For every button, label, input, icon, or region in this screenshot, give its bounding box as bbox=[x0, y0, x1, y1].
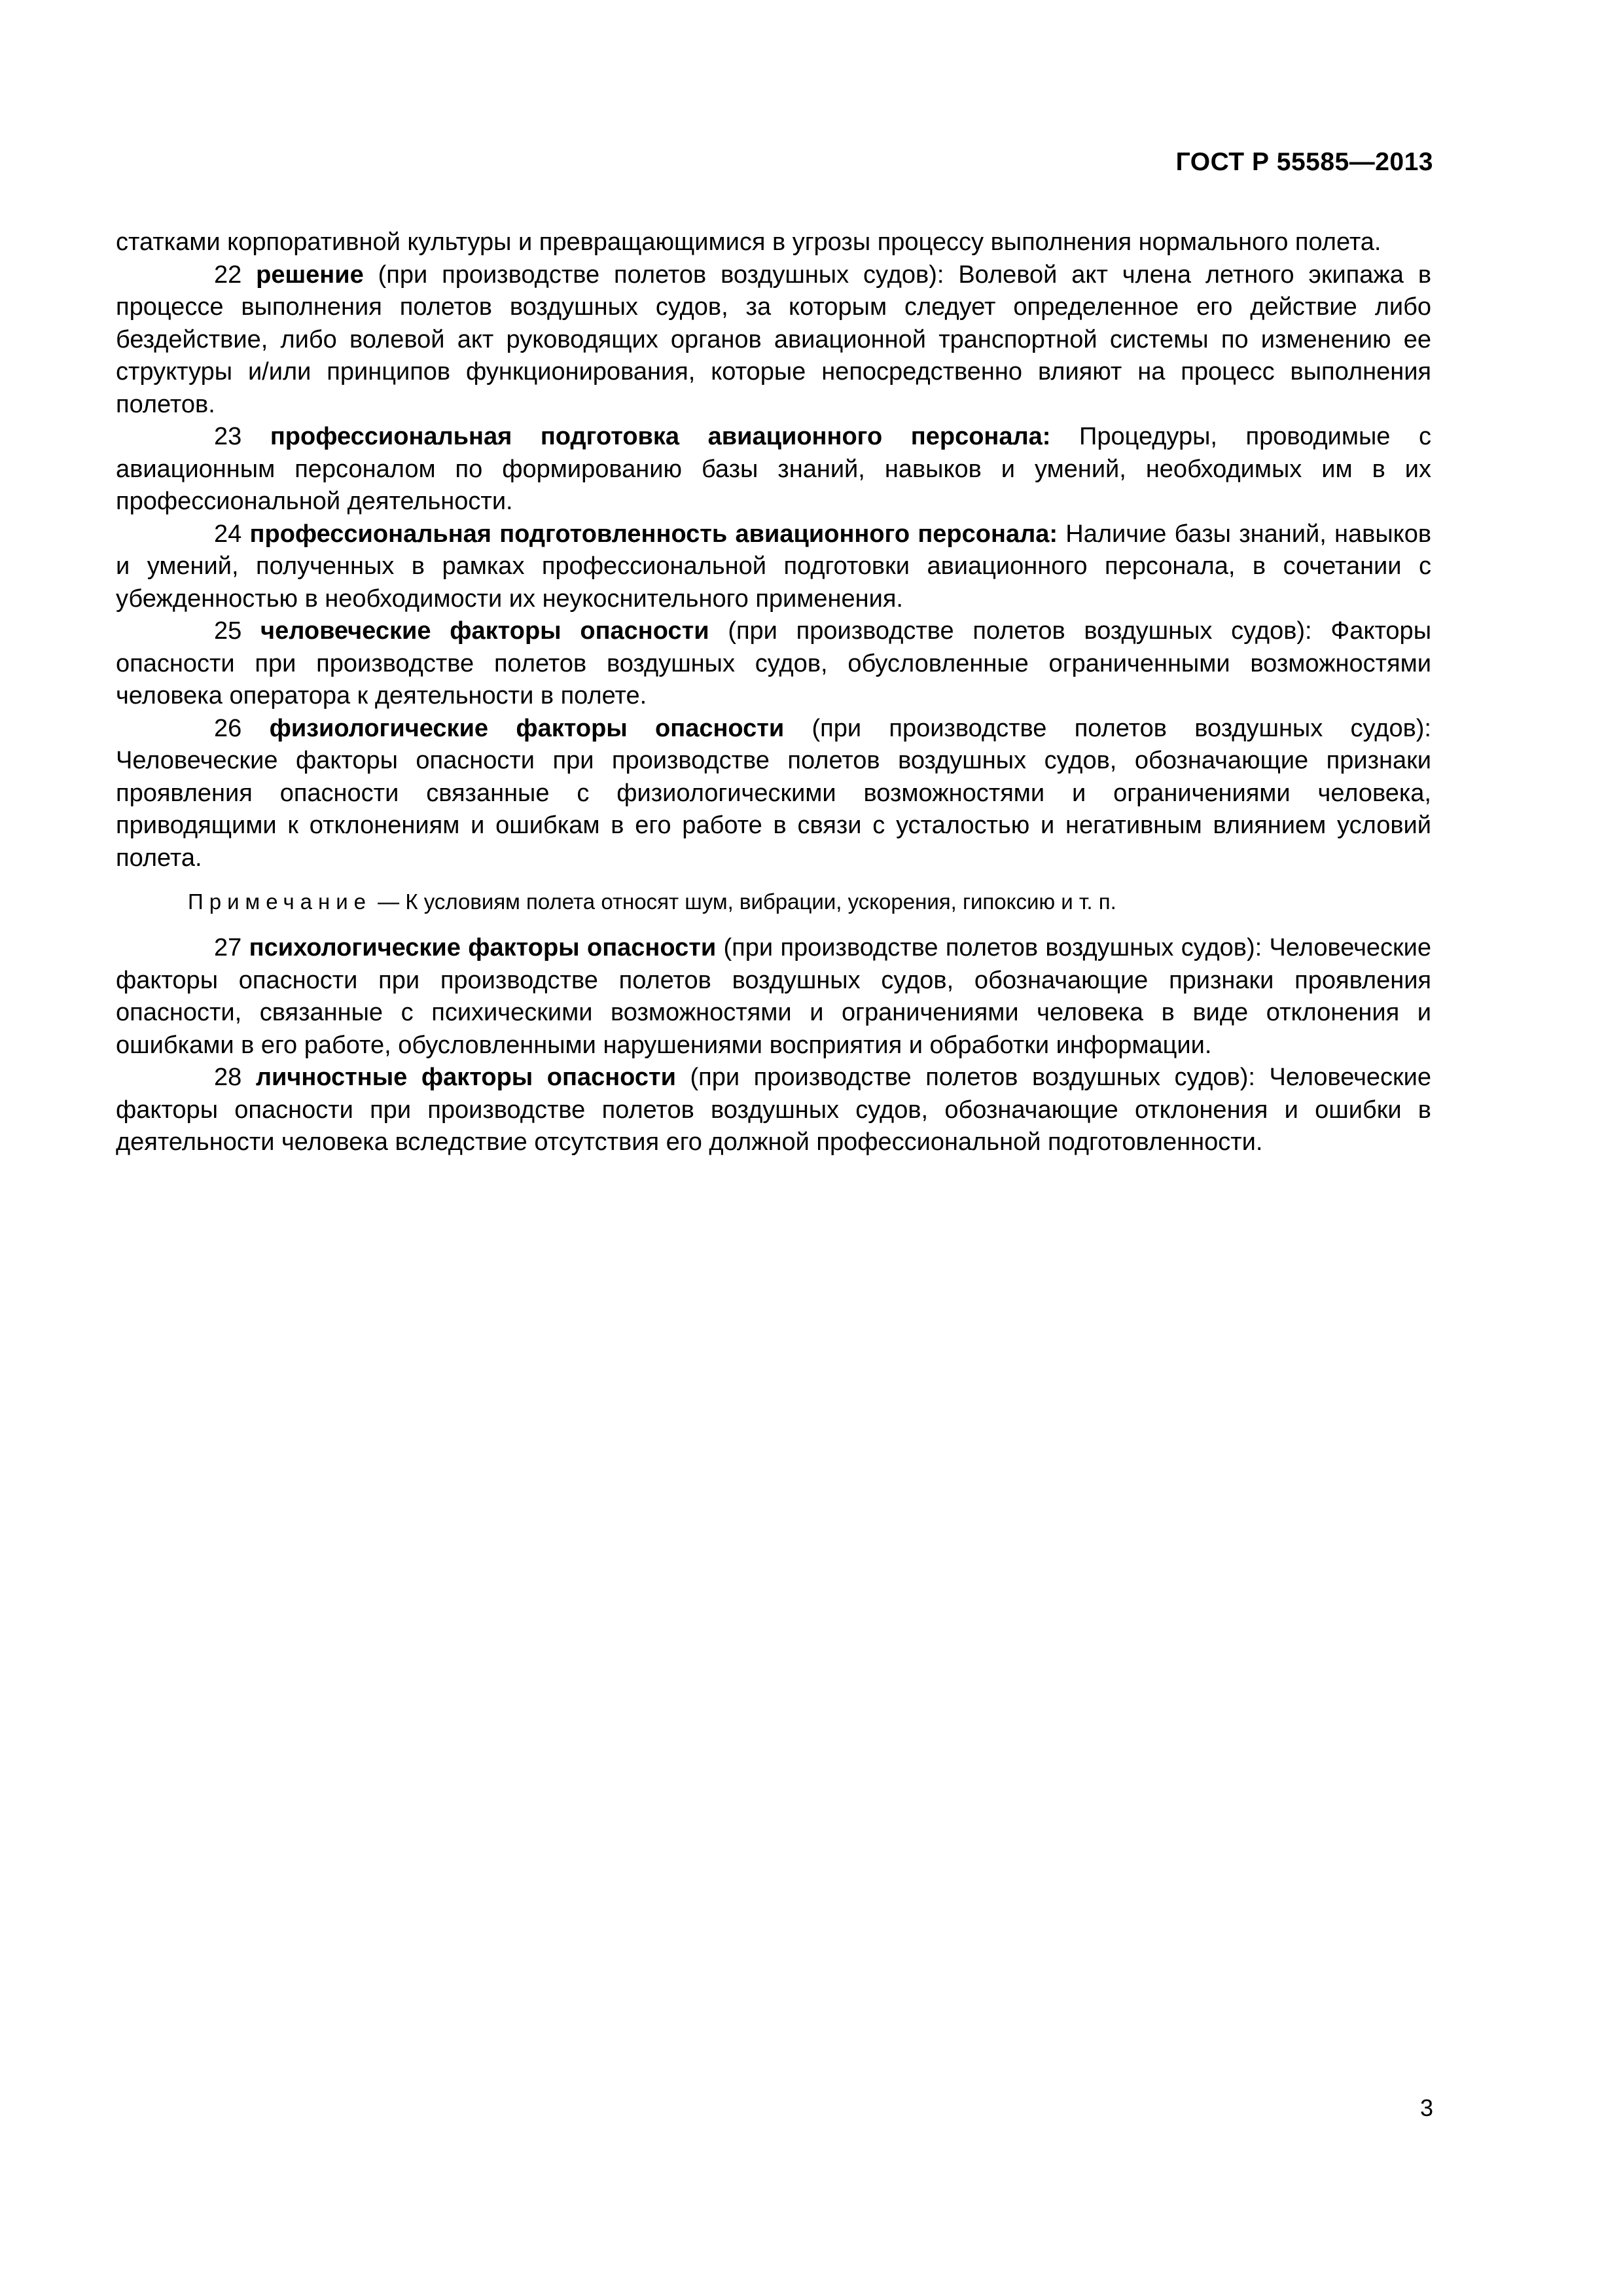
definition-text: (при производстве полетов воздушных судов): Человеческие факторы опасности при производстве полетов воздушных судов, обозначающие признаки проявления опасности, связанные с психическими возможностями и ограничениями человека в виде отклонения и ошибками в его работе, обусловленными нарушениями восприятия и обработки информации. bbox=[116, 934, 1432, 1059]
definition-23 bbox=[116, 421, 1431, 518]
definition-text: (при производстве полетов воздушных судов): Человеческие факторы опасности при производстве полетов воздушных судов, обозначающие отклонения и ошибки в деятельности человека вследствие отсутствия его должной профессиональной подготовленности. bbox=[116, 1064, 1431, 1156]
definition-term: профессиональная подготовленность авиационного персонала: bbox=[249, 520, 1058, 548]
definition-term: профессиональная подготовка авиационного персонала: bbox=[270, 423, 1051, 450]
definition-text: Процедуры, проводимые с авиационным персоналом по формированию базы знаний, навыков и умений, необходимых им в их профессиональной деятельности. bbox=[116, 423, 1432, 515]
document-header-code: ГОСТ Р 55585—2013 bbox=[1175, 148, 1433, 176]
definition-27 bbox=[116, 932, 1431, 1062]
definition-26 bbox=[116, 713, 1431, 875]
definition-number: 24 bbox=[214, 520, 250, 548]
page-number: 3 bbox=[1419, 2094, 1433, 2121]
note-text: — К условиям полета относят шум, вибрации, ускорения, гипоксию и т. п. bbox=[372, 889, 1116, 914]
definition-25 bbox=[116, 615, 1431, 713]
definition-term: решение bbox=[256, 260, 364, 289]
continuation-paragraph bbox=[116, 226, 1431, 259]
note-label: Примечание bbox=[188, 889, 372, 914]
definition-text: (при производстве полетов воздушных судов): Человеческие факторы опасности при производстве полетов воздушных судов, обозначающие признаки проявления опасности связанные с физиологическими возможностями и ограничениями человека, приводящими к отклонениям и ошибкам в его работе в связи с усталостью и негативным влиянием условий полета. bbox=[116, 714, 1431, 872]
paragraph-text: статками корпоративной культуры и превращающимися в угрозы процессу выполнения нормального полета. bbox=[116, 228, 1382, 256]
definition-number: 25 bbox=[214, 617, 261, 645]
definition-term: личностные факторы опасности bbox=[255, 1064, 676, 1091]
definition-number: 22 bbox=[214, 260, 257, 289]
note bbox=[116, 888, 1431, 916]
document-body bbox=[116, 226, 1431, 1159]
definition-text: (при производстве полетов воздушных судов): Волевой акт члена летного экипажа в процессе выполнения полетов воздушных судов, за которым следует определенное его действие либо бездействие, либо волевой акт руководящих органов авиационной транспортной системы по изменению ее структуры и/или принципов функционирования, которые непосредственно влияют на процесс выполнения полетов. bbox=[116, 260, 1432, 418]
definition-text: Наличие базы знаний, навыков и умений, полученных в рамках профессиональной подготовки авиационного персонала, в сочетании с убежденностью в необходимости их неукоснительного применения. bbox=[116, 520, 1432, 613]
definition-term: психологические факторы опасности bbox=[249, 934, 717, 961]
definition-term: физиологические факторы опасности bbox=[269, 714, 785, 742]
definition-28 bbox=[116, 1062, 1431, 1159]
definition-24 bbox=[116, 518, 1431, 616]
definition-number: 23 bbox=[214, 423, 270, 450]
definition-number: 26 bbox=[214, 714, 270, 742]
definition-text: (при производстве полетов воздушных судов): Факторы опасности при производстве полетов воздушных судов, обусловленные ограниченными возможностями человека оператора к деятельности в полете. bbox=[116, 617, 1432, 709]
definition-22 bbox=[116, 259, 1431, 422]
definition-term: человеческие факторы опасности bbox=[260, 617, 709, 645]
definition-number: 27 bbox=[214, 934, 249, 961]
definition-number: 28 bbox=[214, 1064, 256, 1091]
